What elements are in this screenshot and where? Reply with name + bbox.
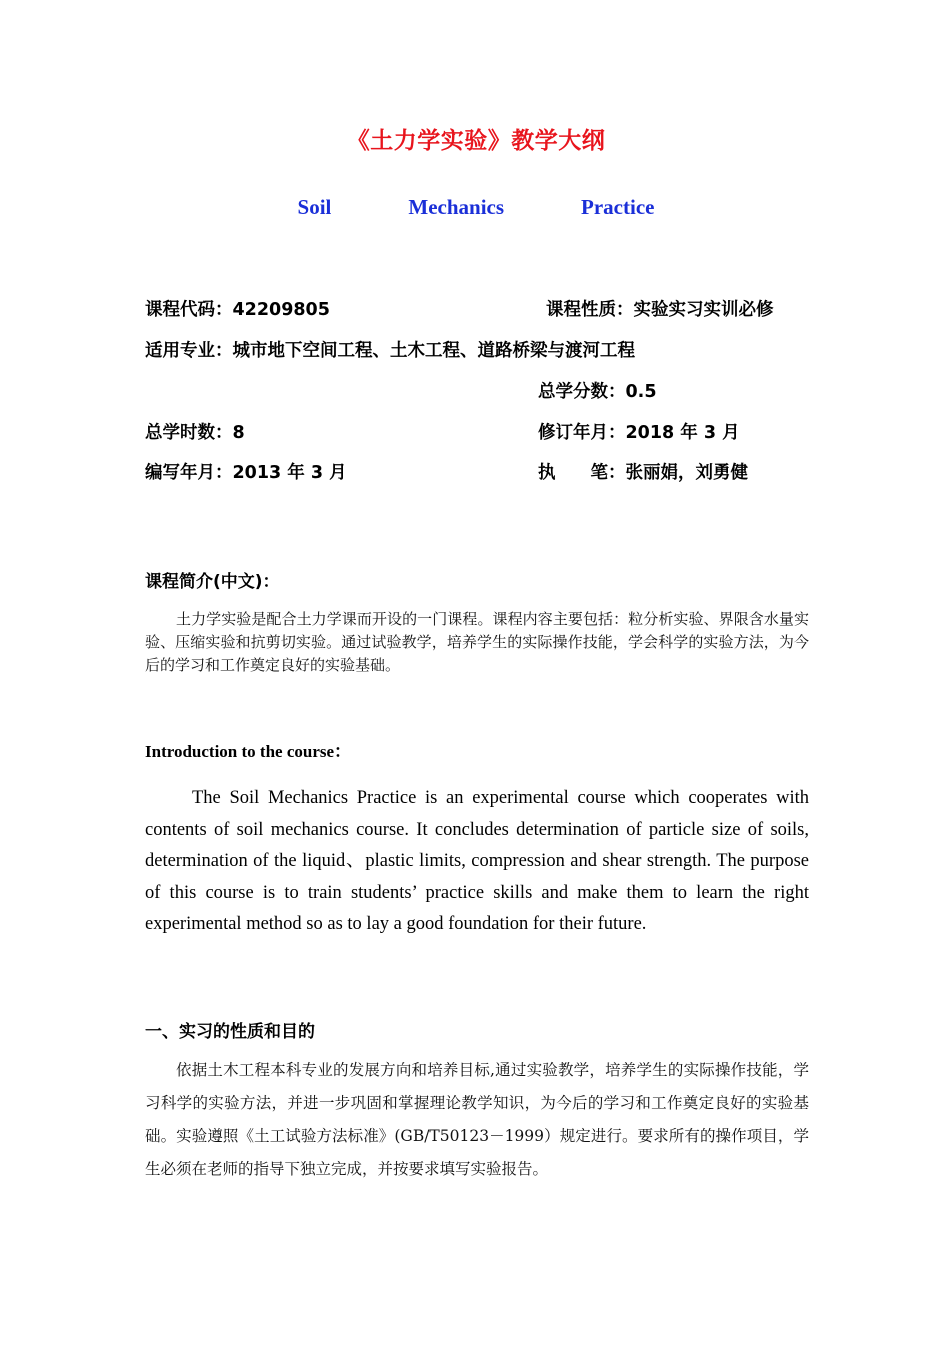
- document-title: 《土力学实验》教学大纲: [346, 128, 606, 154]
- applicable-major: 适用专业：城市地下空间工程、土木工程、道路桥梁与渡河工程: [145, 341, 635, 361]
- intro-cn-paragraph: 土力学实验是配合土力学课而开设的一门课程。课程内容主要包括：粒分析实验、界限含水量实验、压缩实验和抗剪切实验。通过试验教学，培养学生的实际操作技能，学会科学的实验方法，为今后的学习和工作奠定良好的实验基础。: [145, 610, 809, 674]
- document-subtitle-english: Soil Mechanics Practice: [297, 195, 655, 219]
- revision-date: 修订年月：2018 年 3 月: [538, 423, 740, 443]
- intro-en-heading: Introduction to the course：: [145, 742, 352, 761]
- course-nature: 课程性质：实验实习实训必修: [546, 300, 774, 320]
- section-1-heading: 一、实习的性质和目的: [145, 1022, 315, 1042]
- total-hours: 总学时数：8: [145, 423, 245, 443]
- total-credits: 总学分数：0.5: [538, 382, 657, 402]
- intro-en-paragraph: The Soil Mechanics Practice is an experimental course which cooperates with contents of soil mechanics course. It concludes determination of particle size of soils, determination of the liquid、plastic limits, compression and shear strength. The purpose of this course is to train students’ practice skills and make them to learn the right experimental method so as to lay a good foundation for their future.: [145, 788, 809, 934]
- course-code: 课程代码：42209805: [145, 300, 330, 320]
- section-1-paragraph: 依据土木工程本科专业的发展方向和培养目标,通过实验教学，培养学生的实际操作技能，学习科学的实验方法，并进一步巩固和掌握理论教学知识，为今后的学习和工作奠定良好的实验基础。实验遵照《土工试验方法标准》(GB/T50123－1999）规定进行。要求所有的操作项目，学生必须在老师的指导下独立完成，并按要求填写实验报告。: [145, 1061, 809, 1178]
- authors: 执 笔：张丽娟，刘勇健: [538, 463, 748, 483]
- written-date: 编写年月：2013 年 3 月: [145, 463, 347, 483]
- intro-cn-heading: 课程简介(中文)：: [145, 572, 280, 592]
